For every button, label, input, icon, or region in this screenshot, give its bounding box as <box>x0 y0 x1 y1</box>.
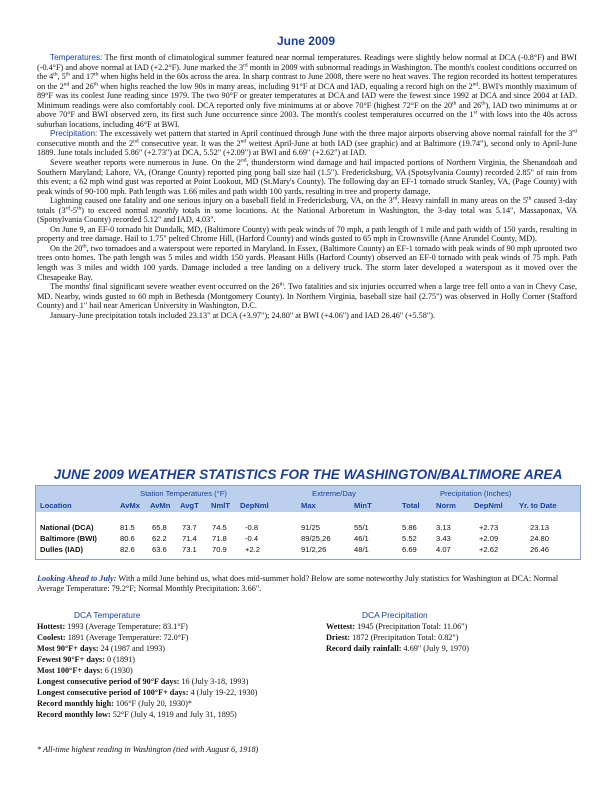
narrative-paragraph <box>37 196 577 225</box>
paragraph-text: January-June precipitation totals included 23.13" at DCA (+3.97"); 24.80" at BWI (+4.06") and IAD 26.46" (+5.58"). <box>50 310 435 320</box>
record-value: 0 (1891) <box>104 655 135 664</box>
col-location: Location <box>40 501 72 510</box>
stats-title: JUNE 2009 WEATHER STATISTICS FOR THE WASHINGTON/BALTIMORE AREA <box>53 467 563 482</box>
cell-avmn: 62.2 <box>152 534 167 543</box>
record-value: 24 (1987 and 1993) <box>98 644 166 653</box>
col-year-to-date: Yr. to Date <box>519 501 557 510</box>
cell-max: 89/25,26 <box>301 534 331 543</box>
record-value: 52°F (July 4, 1919 and July 31, 1895) <box>110 710 237 719</box>
cell-nmlt: 70.9 <box>212 545 227 554</box>
record-label: Coolest: <box>37 633 66 642</box>
cell-avmx: 80.6 <box>120 534 135 543</box>
record-label: Wettest: <box>326 622 356 631</box>
cell-mint: 48/1 <box>354 545 369 554</box>
cell-avmx: 82.6 <box>120 545 135 554</box>
cell-max: 91/25 <box>301 523 321 532</box>
list-item <box>37 643 257 654</box>
paragraph-text: Lightning caused one fatality and one serious injury on a baseball field in Fredericksburg, VA, on the 3rd. Heavy rainfall in many areas on the 5th caused 3-day totals (3rd-5th) to exceed normal monthly totals in some locations. At the National Arboretum in Washington, the 3-day total was 5.14", Massaponax, VA (Spotsylvania County) recorded 5.12" and IAD, 4.03". <box>37 195 577 225</box>
cell-avgt: 71.4 <box>182 534 197 543</box>
dca-precipitation-heading: DCA Precipitation <box>362 610 428 620</box>
cell-mint: 55/1 <box>354 523 369 532</box>
record-value: 1891 (Average Temperature: 72.0°F) <box>65 633 189 642</box>
cell-norm: 4.07 <box>436 545 451 554</box>
weather-stats-table <box>35 485 581 560</box>
cell-depnml-temp: -0.8 <box>245 523 259 532</box>
dca-temperature-records <box>37 621 257 720</box>
paragraph-text: The months' final significant severe weather event occurred on the 26th. Two fatalities and six injuries occurred when a large tree fell onto a van in Chevy Case, MD. Nearby, winds gusted to 60 mph in Bethesda (Montgomery County). In Northern Virginia, baseball size hail (2.75") was observed in Holly Corner (Stafford County) and 1" hail near American University in Washington, D.C. <box>37 281 577 311</box>
record-label: Longest consecutive period of 100°F+ days: <box>37 688 189 697</box>
cell-norm: 3.13 <box>436 523 451 532</box>
record-value: 16 (July 3-18, 1993) <box>179 677 249 686</box>
cell-avmn: 63.6 <box>152 545 167 554</box>
cell-avgt: 73.1 <box>182 545 197 554</box>
narrative-paragraph <box>37 311 577 321</box>
record-label: Hottest: <box>37 622 66 631</box>
list-item <box>37 632 257 643</box>
list-item <box>37 687 257 698</box>
record-label: Longest consecutive period of 90°F days: <box>37 677 180 686</box>
narrative-paragraph <box>37 53 577 129</box>
paragraph-lead: Precipitation: <box>50 129 98 139</box>
row-location: National (DCA) <box>40 523 94 532</box>
narrative-paragraph <box>37 282 577 311</box>
list-item <box>326 632 469 643</box>
paragraph-text: Severe weather reports were numerous in June. On the 2nd, thunderstorm wind damage and hail impacted portions of Northern Virginia, the Shenandoah and Southern Maryland; Lahore, VA, (Orange County) reported ping pong ball size hail (1.5"). Fredericksburg, VA (Spotsylvania County) recorded 2.85" of rain from this event; a 62 mph wind gust was reported at Point Lookout, MD (St.Mary's County). The following day an EF-1 tornado struck Stanley, VA, (Page County) with peak winds of 90-100 mph. Path length was 1.66 miles and path width 100 yards, resulting in tree and property damage. <box>37 157 577 196</box>
record-value: 6 (1930) <box>102 666 133 675</box>
group-precipitation: Precipitation (Inches) <box>440 489 512 498</box>
list-item <box>37 665 257 676</box>
cell-nmlt: 71.8 <box>212 534 227 543</box>
record-label: Record daily rainfall: <box>326 644 402 653</box>
looking-ahead-lead: Looking Ahead to July: <box>37 574 117 583</box>
narrative-paragraph <box>37 129 577 158</box>
record-label: Most 90°F+ days: <box>37 644 99 653</box>
col-norm: Norm <box>436 501 456 510</box>
col-depnml-temp: DepNml <box>240 501 269 510</box>
row-location: Dulles (IAD) <box>40 545 84 554</box>
cell-avmn: 65.8 <box>152 523 167 532</box>
paragraph-text: On the 20th, two tornadoes and a waterspout were reported in Maryland. In Essex, (Baltimore County) an EF-1 tornado with peak winds of 90 mph uprooted two trees onto homes. The path length was 5 miles and width 150 yards. Pleasant Hills (Harford County) observed an EF-0 tornado with peak winds of 75 mph. Path length was 3 miles and width 100 yards. Damage included a tree landing on a delivery truck. The storm later developed a waterspout as it moved over the Chesapeake Bay. <box>37 243 577 282</box>
col-mint: MinT <box>354 501 372 510</box>
group-station-temperatures: Station Temperatures (°F) <box>140 489 227 498</box>
stats-table-header <box>36 486 580 512</box>
cell-depnml-temp: +2.2 <box>245 545 260 554</box>
record-value: 1872 (Precipitation Total: 0.82") <box>350 633 459 642</box>
col-depnml-precip: DepNml <box>474 501 503 510</box>
cell-year-to-date: 23.13 <box>530 523 550 532</box>
cell-max: 91/2,26 <box>301 545 327 554</box>
looking-ahead-text: With a mild June behind us, what does mid-summer hold? Below are some noteworthy July statistics for Washington at DCA: Normal Average Temperature: 79.2°F; Normal Monthly Precipitation: 3.66". <box>37 574 559 593</box>
cell-depnml-precip: +2.09 <box>479 534 499 543</box>
narrative-paragraph <box>37 225 577 244</box>
record-label: Record monthly low: <box>37 710 111 719</box>
cell-total: 6.69 <box>402 545 417 554</box>
list-item <box>37 698 257 709</box>
list-item <box>326 621 469 632</box>
record-value: 1945 (Precipitation Total: 11.06") <box>355 622 468 631</box>
paragraph-text: On June 9, an EF-0 tornado hit Dundalk, MD, (Baltimore County) with peak winds of 70 mph, a path length of 1 mile and path width of 150 yards, resulting in property and tree damage. Hail to 1.75" pelted Chrome Hill, (Harford County) and winds gusted to 65 mph in Crownsville (Anne Arundel County, MD). <box>37 224 577 244</box>
record-label: Record monthly high: <box>37 699 114 708</box>
col-avmx: AvMx <box>120 501 140 510</box>
col-avmn: AvMn <box>150 501 171 510</box>
dca-precipitation-records <box>326 621 469 654</box>
cell-avmx: 81.5 <box>120 523 135 532</box>
col-max: Max <box>301 501 316 510</box>
cell-mint: 46/1 <box>354 534 369 543</box>
list-item <box>37 654 257 665</box>
narrative-paragraph <box>37 244 577 282</box>
row-location: Baltimore (BWI) <box>40 534 97 543</box>
record-value: 106°F (July 20, 1930)* <box>113 699 192 708</box>
record-label: Driest: <box>326 633 351 642</box>
page-title: June 2009 <box>276 34 336 48</box>
list-item <box>37 676 257 687</box>
cell-depnml-precip: +2.62 <box>479 545 499 554</box>
record-label: Most 100°F+ days: <box>37 666 103 675</box>
col-total: Total <box>402 501 420 510</box>
paragraph-lead: Temperatures: <box>50 53 103 62</box>
record-value: 4 (July 19-22, 1930) <box>188 688 258 697</box>
cell-total: 5.86 <box>402 523 417 532</box>
paragraph-text: The excessively wet pattern that started in April continued through June with the three major airports observing above normal rainfall for the 3rd consecutive month and the 2nd consecutive year. It was the 2nd wettest April-June at both IAD (see graphic) and at Baltimore (19.74"), second only to April-June 1889. June totals included 5.86" (+2.73") at DCA, 5.52" (+2.09") at BWI and 6.69" (+2.62") at IAD. <box>37 128 577 158</box>
cell-depnml-precip: +2.73 <box>479 523 499 532</box>
cell-depnml-temp: -0.4 <box>245 534 259 543</box>
record-value: 4.69" (July 9, 1970) <box>401 644 469 653</box>
narrative-paragraph <box>37 158 577 196</box>
narrative-section <box>37 53 577 320</box>
cell-norm: 3.43 <box>436 534 451 543</box>
record-label: Fewest 90°F+ days: <box>37 655 105 664</box>
dca-temperature-heading: DCA Temperature <box>74 610 141 620</box>
cell-total: 5.52 <box>402 534 417 543</box>
cell-year-to-date: 24.80 <box>530 534 550 543</box>
col-avgt: AvgT <box>180 501 199 510</box>
record-value: 1993 (Average Temperature: 83.1°F) <box>65 622 188 631</box>
group-extreme-day: Extreme/Day <box>312 489 356 498</box>
footnote: * All-time highest reading in Washington (tied with August 6, 1918) <box>37 745 259 754</box>
list-item <box>37 621 257 632</box>
looking-ahead-paragraph <box>37 574 577 594</box>
col-nmlt: NmlT <box>211 501 230 510</box>
list-item <box>326 643 469 654</box>
list-item <box>37 709 257 720</box>
cell-nmlt: 74.5 <box>212 523 227 532</box>
cell-year-to-date: 26.46 <box>530 545 550 554</box>
paragraph-text: The first month of climatological summer featured near normal temperatures. Readings were slightly below normal at DCA (-0.8°F) and BWI (-0.4°F) and above normal at IAD (+2.2°F). June marked the 3rd month in 2009 with subnormal readings in Washington. The month's coolest conditions occurred on the 4th, 5th and 17th when highs held in the 60s across the area. In sharp contrast to June 2008, there were no heat waves. The region recorded its hottest temperatures on the 2nd and 26th when highs reached the low 90s in many areas, including 91°F at DCA and IAD, equaling a record high on the 2nd. BWI's monthly maximum of 89°F was its coolest June reading since 1979. The two 90°F or greater temperatures at DCA and IAD were the fewest since 1992 at DCA and since 2004 at IAD. Minimum readings were also comfortably cool. DCA reported only five minimums at or above 70°F (highest 72°F on the 20th and 26th), IAD two minimums at or above 70°F and BWI observed zero, its first such June occurrence since 2003. The month's coolest temperatures occurred on the 1st with lows into the 40s across suburban locations, including 46°F at BWI. <box>37 53 578 129</box>
cell-avgt: 73.7 <box>182 523 197 532</box>
